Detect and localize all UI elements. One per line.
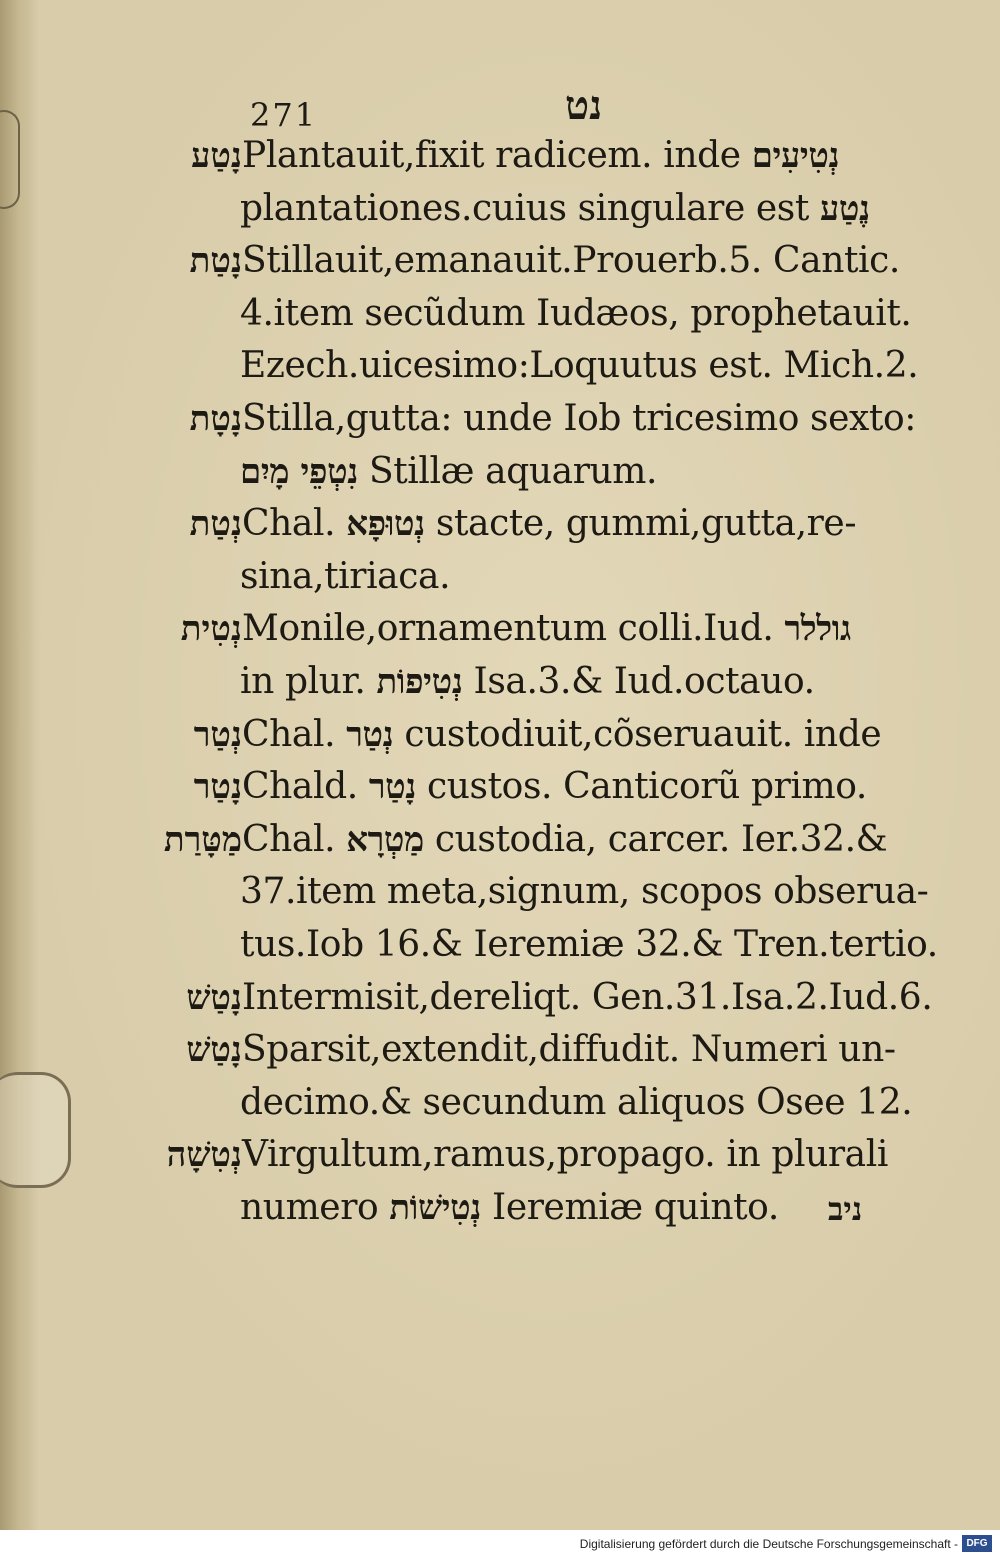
entry-line [130, 761, 910, 814]
hebrew-word: נִטְפֵי מָיִם [240, 451, 358, 492]
entry-line [130, 288, 910, 341]
hebrew-word: נְטוּפָא [346, 504, 425, 545]
entry-text [242, 498, 907, 550]
entry-text [240, 288, 912, 340]
latin-text: Monile,ornamentum colli.Iud. [242, 608, 785, 650]
entry-headword: נְטִית [180, 609, 242, 650]
latin-text: Sparsit,extendit,diffudit. Numeri un- [242, 1029, 896, 1071]
entry-line [130, 656, 910, 709]
entry-text [240, 1077, 913, 1129]
footer-credit: Digitalisierung gefördert durch die Deutsche Forschungsgemeinschaft - [579, 1537, 958, 1551]
latin-text: custodia, carcer. Ier.32.& [423, 818, 888, 860]
latin-text: decimo.& secundum aliquos Osee 12. [240, 1081, 913, 1123]
bottom-clip [0, 1072, 71, 1188]
digitization-footer [0, 1530, 1000, 1560]
entry-line [130, 1182, 910, 1235]
hebrew-word: נְטִיפוֹת [376, 661, 463, 702]
entry-text [240, 919, 938, 971]
latin-text: tus.Iob 16.& Ieremiæ 32.& Tren.tertio. [240, 923, 938, 965]
entry-line [130, 340, 919, 393]
latin-text: custos. Canticorũ primo. [415, 766, 867, 808]
latin-text: Isa.3.& Iud.octauo. [462, 660, 815, 702]
hebrew-word: נְטִיעִים [751, 136, 840, 176]
latin-text: Chal. [242, 713, 347, 755]
entry-headword: נָטַשׁ [186, 1030, 242, 1071]
latin-text: Ezech.uicesimo:Loquutus est. Mich.2. [240, 345, 919, 387]
entry-text [242, 603, 907, 655]
hebrew-word: נָטַר [368, 767, 416, 808]
entry-text [240, 1182, 905, 1234]
entry-line [130, 1024, 910, 1077]
latin-text: sina,tiriaca. [240, 555, 451, 597]
page-number: 271 [250, 96, 318, 134]
entry-text [240, 656, 905, 708]
entry-text [242, 393, 916, 445]
entry-text [242, 235, 907, 287]
entry-text [240, 340, 919, 392]
page-binding-shadow [0, 0, 34, 1530]
entry-headword: מַטָּרַת [163, 819, 242, 860]
entry-text [242, 761, 907, 813]
entry-text [240, 183, 905, 235]
entry-line [130, 866, 929, 919]
entry-line [130, 1129, 910, 1182]
latin-text: Virgultum,ramus,propago. in plurali [242, 1134, 888, 1176]
dictionary-entries [130, 130, 938, 1234]
entry-line [130, 446, 910, 499]
latin-text: Ieremiæ quinto. [480, 1186, 779, 1228]
latin-text: Stillæ aquarum. [357, 450, 658, 492]
entry-text [240, 866, 929, 918]
entry-line [130, 814, 910, 867]
entry-line [130, 235, 910, 288]
latin-text: Chal. [242, 503, 347, 545]
entry-text [242, 130, 907, 182]
entry-line [130, 183, 910, 236]
running-head-hebrew: נט [565, 82, 603, 129]
entry-line [130, 498, 910, 551]
entry-headword: נָטַע [191, 136, 242, 176]
latin-text: numero [240, 1186, 390, 1228]
latin-text: custodiuit,cõseruauit. inde [393, 713, 882, 755]
entry-line [130, 130, 910, 183]
entry-headword: נָטַשׁ [186, 977, 242, 1018]
entry-text [240, 551, 905, 603]
entry-text [242, 814, 907, 866]
entry-line [130, 393, 916, 446]
entry-headword: נָטַר [193, 767, 242, 808]
running-head [0, 78, 1000, 138]
entry-line [130, 551, 910, 604]
latin-text: Chal. [242, 818, 347, 860]
dfg-logo-icon: DFG [962, 1535, 992, 1552]
hebrew-word: נְטִישׁוֹת [389, 1187, 481, 1228]
entry-headword: נָטַת [189, 241, 242, 282]
entry-text [242, 709, 907, 761]
entry-line [130, 1077, 913, 1130]
latin-text: Plantauit,fixit radicem. inde [242, 135, 752, 176]
entry-line [130, 603, 910, 656]
catchword: ניב [828, 1190, 863, 1228]
entry-line [130, 972, 933, 1025]
entry-text [242, 1024, 907, 1076]
latin-text: Stillauit,emanauit.Prouerb.5. Cantic. [242, 240, 900, 282]
entry-headword: נְטַת [189, 504, 242, 545]
latin-text: stacte, gummi,gutta,re- [424, 503, 857, 545]
latin-text: 37.item meta,signum, scopos obserua- [240, 871, 929, 913]
entry-line [130, 919, 938, 972]
latin-text: 4.item secũdum Iudæos, prophetauit. [240, 292, 912, 334]
hebrew-word: נֶטַע [820, 188, 870, 229]
hebrew-word: נְטַר [346, 714, 394, 755]
entry-text [240, 446, 905, 498]
hebrew-word: גוללר [784, 609, 851, 650]
latin-text: Intermisit,dereliqt. Gen.31.Isa.2.Iud.6. [242, 976, 933, 1018]
entry-text [242, 1129, 907, 1181]
hebrew-word: מַטְרָא [346, 819, 424, 860]
entry-line [130, 709, 910, 762]
entry-headword: נְטַר [193, 714, 242, 755]
latin-text: plantationes.cuius singulare est [240, 187, 820, 229]
latin-text: Chald. [242, 766, 369, 808]
entry-headword: נְטִשָׁה [166, 1135, 242, 1176]
latin-text: in plur. [240, 660, 377, 702]
entry-text [242, 972, 933, 1024]
latin-text: Stilla,gutta: unde Iob tricesimo sexto: [242, 397, 916, 439]
entry-headword: נָטָת [189, 398, 242, 439]
